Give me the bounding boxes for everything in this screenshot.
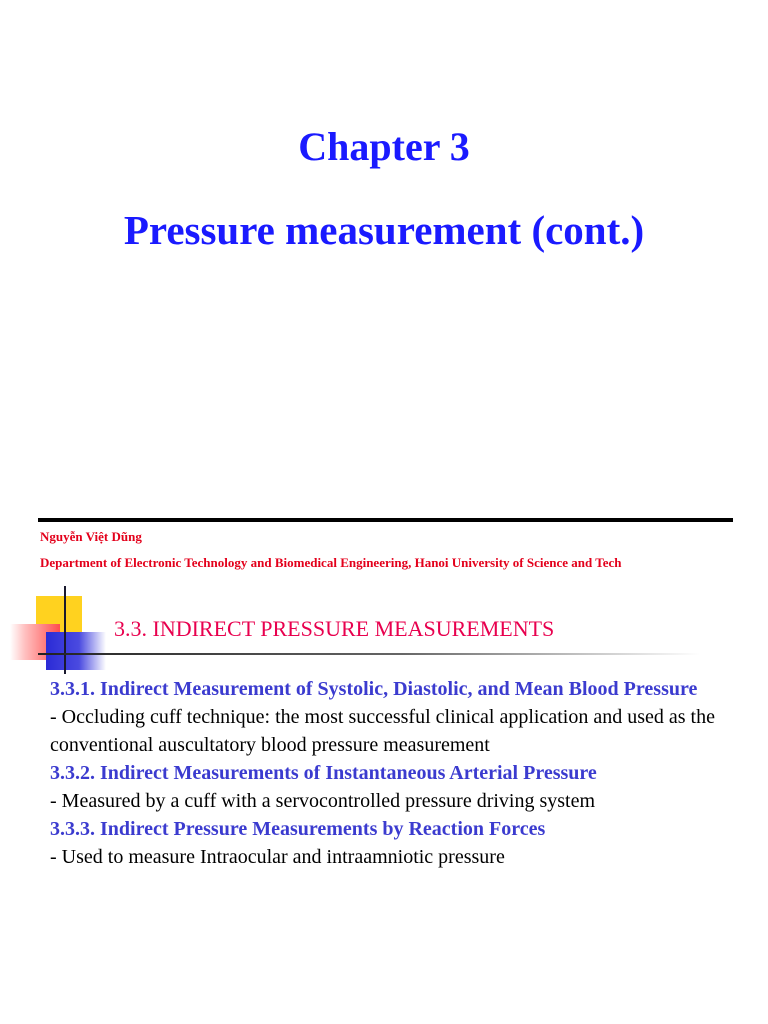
chapter-title: Chapter 3 [298,124,470,169]
department-name: Department of Electronic Technology and Biomedical Engineering, Hanoi University of Science and Tech [40,555,622,570]
footer-divider [38,518,733,522]
decor-vertical-line [64,586,66,674]
content-body [50,675,750,871]
subsection-text: - Occluding cuff technique: the most successful clinical application and used as the conventional auscultatory blood pressure measurement [50,706,715,756]
subsection-heading: 3.3.3. Indirect Pressure Measurements by Reaction Forces [50,818,546,840]
subsection-heading: 3.3.2. Indirect Measurements of Instantaneous Arterial Pressure [50,762,597,784]
slide-title: Pressure measurement (cont.) [123,207,645,253]
subsection-text: - Used to measure Intraocular and intraamniotic pressure [50,846,505,868]
decor-blue-square [46,632,106,670]
author-name: Nguyễn Việt Dũng [40,529,142,544]
subsection-text: - Measured by a cuff with a servocontrolled pressure driving system [50,790,596,812]
section-divider [38,653,700,655]
section-heading: 3.3. INDIRECT PRESSURE MEASUREMENTS [114,616,555,641]
subsection-heading: 3.3.1. Indirect Measurement of Systolic, Diastolic, and Mean Blood Pressure [50,678,698,700]
